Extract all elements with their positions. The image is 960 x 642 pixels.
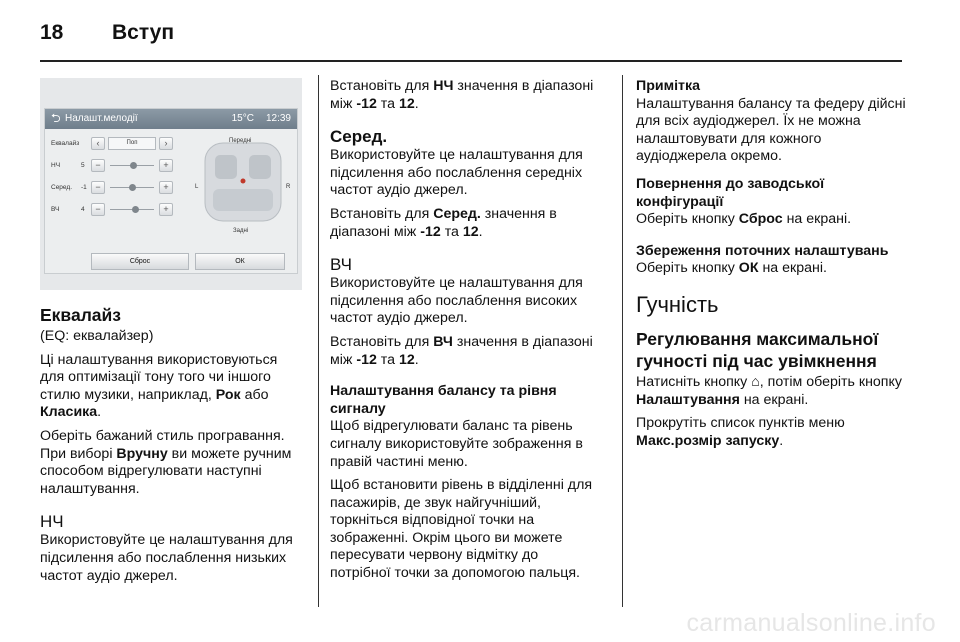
- slider-knob: [129, 184, 136, 191]
- equalizer-screenshot: [40, 78, 302, 290]
- mid-range-paragraph: Встановіть для Серед. значення в діапазоні між -12 та 12.: [330, 205, 557, 240]
- front-label: Передні: [229, 138, 252, 144]
- balance-paragraph-1: Щоб відрегулювати баланс та рівень сигналу використовуйте зображення в правій частині меню.: [330, 418, 583, 470]
- balance-paragraph-2: Щоб встановити рівень в відділенні для пасажирів, де звук найгучніший, торкніться відповідної точки на зображенні. Окрім цього ви можете пересувати червону відмітку до потрібної точки за допомогою пальця.: [330, 477, 593, 582]
- mid-paragraph: Використовуйте це налаштування для підсилення або послаблення середніх частот аудіо джерел.: [330, 147, 583, 199]
- mid-heading: Серед.: [330, 127, 388, 147]
- max-volume-paragraph-2: Прокрутіть список пунктів меню Макс.розмір запуску.: [636, 415, 845, 449]
- eq-row-value: 5: [81, 162, 85, 169]
- screen-title-bar: [45, 109, 297, 129]
- max-volume-paragraph-1: Натисніть кнопку ⌂, потім оберіть кнопку Налаштування на екрані.: [636, 373, 902, 408]
- chevron-left-icon: ‹: [91, 137, 105, 150]
- eq-slider: [108, 203, 156, 216]
- left-label: L: [195, 184, 199, 190]
- reset-button: Сброс: [91, 253, 189, 270]
- slider-knob: [130, 162, 137, 169]
- max-volume-heading: Регулювання максимальної гучності під час увімкнення: [636, 328, 879, 371]
- note-heading: Примітка: [636, 78, 700, 94]
- page-number: 18: [40, 21, 64, 44]
- column-1: [40, 76, 302, 591]
- eq-slider: [108, 159, 156, 172]
- factory-reset-heading: Повернення до заводської конфігурації: [636, 175, 825, 210]
- clock: 12:39: [265, 113, 291, 125]
- eq-style-row: [51, 135, 173, 153]
- page-header: [40, 16, 174, 50]
- header-rule: [40, 60, 902, 62]
- eq-row-value: -1: [81, 184, 87, 191]
- eq-row-value: 4: [81, 206, 85, 213]
- equalizer-manual-paragraph: Оберіть бажаний стиль програвання. При виборі Вручну ви можете ручним способом відрегулювати наступні налаштування.: [40, 427, 292, 497]
- bass-heading: НЧ: [40, 512, 64, 532]
- volume-heading: Гучність: [636, 291, 719, 317]
- treble-paragraph: Використовуйте це налаштування для підсилення або послаблення високих частот аудіо джерел.: [330, 275, 583, 327]
- watermark: carmanualsonline.info: [686, 609, 936, 637]
- infotainment-screen: [44, 108, 298, 274]
- eq-style-value: Поп: [108, 137, 156, 150]
- column-2: [330, 78, 600, 589]
- eq-mid-row: [51, 179, 173, 197]
- equalizer-paragraph: Ці налаштування використовуються для оптимізації тону того чи іншого стилю музики, наприклад, Рок або Класика.: [40, 351, 278, 421]
- balance-heading: Налаштування балансу та рівня сигналу: [330, 383, 557, 417]
- screen-title: Налашт.мелодії: [65, 113, 138, 125]
- temperature: 15°C: [231, 113, 254, 125]
- note-paragraph: Налаштування балансу та федеру дійсні для всіх аудіоджерел. Їх не можна налаштовувати для кожного аудіоджерела окремо.: [636, 95, 906, 165]
- back-arrow-icon: ⮌: [51, 111, 61, 126]
- balance-fader-diagram: [195, 133, 291, 234]
- equalizer-heading: Еквалайз: [40, 305, 121, 325]
- slider-knob: [132, 206, 139, 213]
- factory-reset-paragraph: Оберіть кнопку Сброс на екрані.: [636, 211, 852, 228]
- bass-range-paragraph: Встановіть для НЧ значення в діапазоні між -12 та 12.: [330, 78, 594, 112]
- minus-icon: −: [91, 181, 105, 194]
- eq-slider: [108, 181, 156, 194]
- bass-paragraph: Використовуйте це налаштування для підсилення або послаблення низьких частот аудіо джерел.: [40, 532, 293, 584]
- minus-icon: −: [91, 159, 105, 172]
- plus-icon: +: [159, 181, 173, 194]
- equalizer-subtitle: (EQ: еквалайзер): [40, 328, 154, 344]
- section-title: Вступ: [112, 21, 175, 44]
- right-label: R: [286, 184, 291, 190]
- rear-label: Задні: [233, 228, 249, 234]
- eq-bass-row: [51, 157, 173, 175]
- column-3: [636, 78, 906, 456]
- column-divider: [318, 75, 319, 607]
- plus-icon: +: [159, 203, 173, 216]
- screen-footer: [91, 253, 291, 270]
- treble-heading: ВЧ: [330, 255, 352, 275]
- ok-button: ОК: [195, 253, 285, 270]
- treble-range-paragraph: Встановіть для ВЧ значення в діапазоні між -12 та 12.: [330, 333, 593, 368]
- save-settings-paragraph: Оберіть кнопку ОК на екрані.: [636, 260, 827, 277]
- eq-row-label: Еквалайз: [51, 140, 80, 147]
- minus-icon: −: [91, 203, 105, 216]
- eq-treble-row: [51, 201, 173, 219]
- save-settings-heading: Збереження поточних налаштувань: [636, 242, 889, 259]
- plus-icon: +: [159, 159, 173, 172]
- eq-row-label: Серед.: [51, 184, 72, 191]
- home-icon: ⌂: [751, 373, 760, 390]
- column-divider: [622, 75, 623, 607]
- eq-row-label: ВЧ: [51, 206, 60, 213]
- chevron-right-icon: ›: [159, 137, 173, 150]
- eq-row-label: НЧ: [51, 162, 61, 169]
